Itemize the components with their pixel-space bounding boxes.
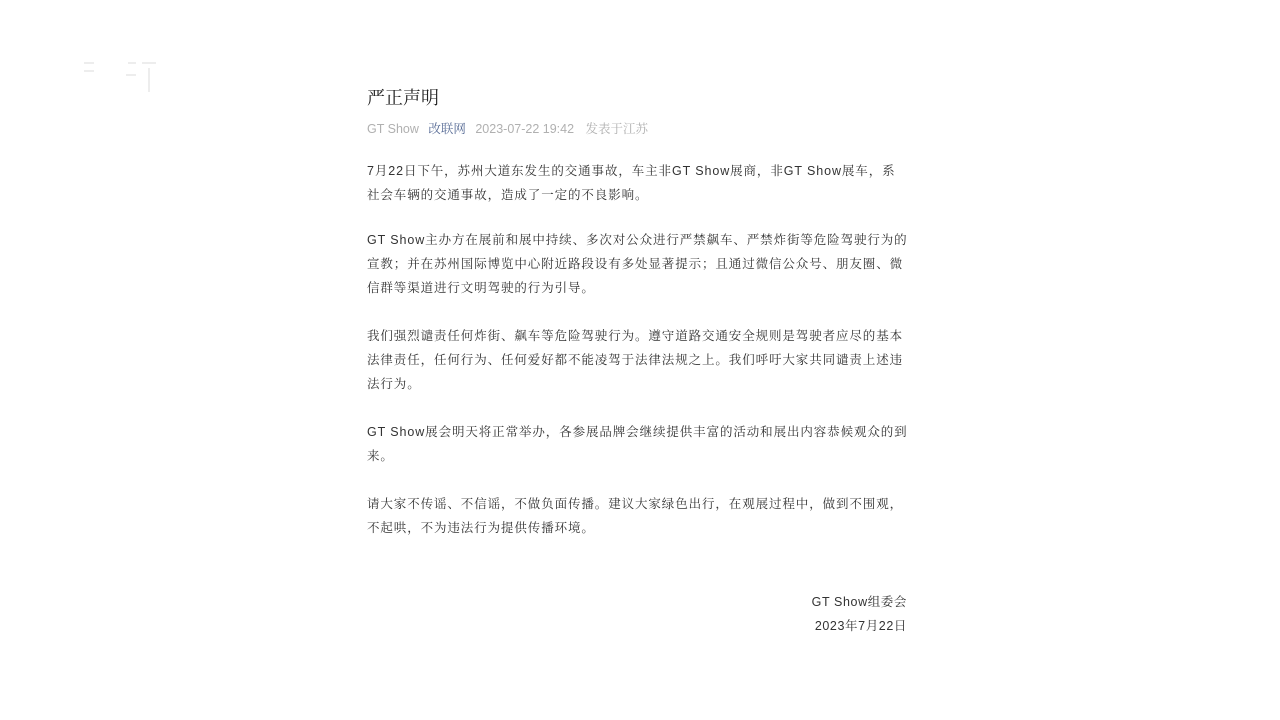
text-line: GT Show主办方在展前和展中持续、多次对公众进行严禁飙车、严禁炸街等危险驾驶行为的: [367, 233, 908, 247]
publish-location: 发表于江苏: [585, 122, 649, 136]
text-line: 信群等渠道进行文明驾驶的行为引导。: [367, 281, 595, 295]
text-line: 7月22日下午，苏州大道东发生的交通事故，车主非GT Show展商，非GT Show展车，系: [367, 164, 896, 178]
text-line: 宣教；并在苏州国际博览中心附近路段设有多处显著提示；且通过微信公众号、朋友圈、微: [367, 257, 904, 271]
text-line: 我们强烈谴责任何炸街、飙车等危险驾驶行为。遵守道路交通安全规则是驾驶者应尽的基本: [367, 329, 904, 343]
text-line: 法律责任，任何行为、任何爱好都不能凌驾于法律法规之上。我们呼吁大家共同谴责上述违: [367, 353, 904, 367]
author: GT Show: [367, 122, 419, 136]
signature-date: 2023年7月22日: [814, 619, 907, 633]
article-meta: [367, 119, 648, 137]
paragraph-5: [367, 492, 912, 540]
article-title: 严正声明: [367, 88, 439, 108]
paragraph-2: [367, 228, 912, 300]
text-line: 法行为。: [367, 377, 421, 391]
paragraph-1: [367, 159, 912, 207]
paragraph-3: [367, 324, 912, 396]
text-line: 不起哄，不为违法行为提供传播环境。: [367, 521, 595, 535]
publish-datetime: 2023-07-22 19:42: [475, 122, 575, 136]
source-link[interactable]: 改联网: [428, 122, 466, 136]
text-line: 请大家不传谣、不信谣，不做负面传播。建议大家绿色出行，在观展过程中，做到不围观，: [367, 497, 904, 511]
signature-org: GT Show组委会: [811, 595, 907, 609]
text-line: 来。: [367, 449, 394, 463]
text-line: GT Show展会明天将正常举办，各参展品牌会继续提供丰富的活动和展出内容恭候观众的到: [367, 425, 908, 439]
text-line: 社会车辆的交通事故，造成了一定的不良影响。: [367, 188, 649, 202]
watermark-logo: [80, 58, 160, 98]
paragraph-4: [367, 420, 912, 468]
